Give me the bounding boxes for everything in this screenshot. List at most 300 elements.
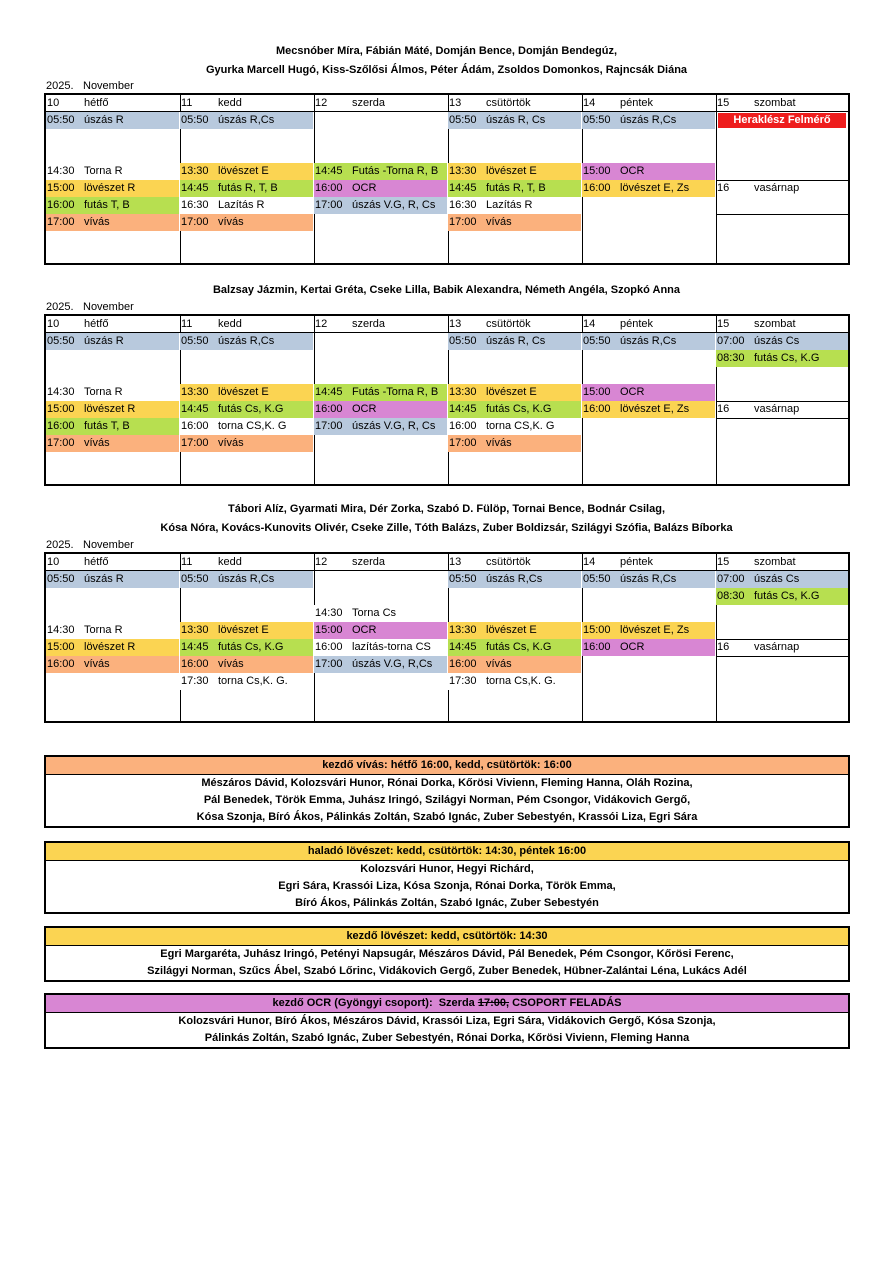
day-name: péntek — [620, 97, 654, 109]
schedule-entry — [46, 333, 179, 350]
entry-activity: futás Cs, K.G — [754, 590, 820, 602]
group1-names-line2: Gyurka Marcell Hugó, Kiss-Szőlősi Álmos, Péter Ádám, Zsoldos Domonkos, Rajncsák Diána — [205, 64, 688, 76]
group2-names-line1: Balzsay Jázmin, Kertai Gréta, Cseke Lilla, Babik Alexandra, Németh Angéla, Szopkó Anna — [212, 284, 681, 296]
day-number: 16 — [717, 641, 730, 653]
entry-time: 15:00 — [315, 624, 343, 636]
schedule-entry — [448, 384, 581, 401]
entry-time: 05:50 — [449, 573, 477, 585]
entry-time: 07:00 — [717, 335, 745, 347]
group1-schedule-table — [44, 93, 850, 265]
group2-year: 2025. — [46, 301, 74, 313]
schedule-entry — [46, 401, 179, 418]
schedule-entry — [314, 656, 447, 673]
schedule-entry — [716, 588, 848, 605]
schedule-entry — [180, 180, 313, 197]
day-number: 12 — [315, 556, 328, 568]
group2-year-month — [46, 300, 134, 314]
day-name: kedd — [218, 97, 242, 109]
entry-time: 14:30 — [315, 607, 343, 619]
day-number: 14 — [583, 318, 596, 330]
entry-activity: lövészet E — [486, 386, 537, 398]
entry-time: 16:00 — [47, 658, 75, 670]
box-halado-loveszet-title: haladó lövészet: kedd, csütörtök: 14:30, péntek 16:00 — [46, 843, 848, 861]
day-header — [314, 95, 448, 112]
schedule-entry — [180, 673, 313, 690]
entry-time: 17:00 — [449, 437, 477, 449]
schedule-entry — [448, 622, 581, 639]
entry-activity: úszás R — [84, 114, 124, 126]
entry-activity: úszás V.G, R,Cs — [352, 658, 433, 670]
group1-names — [0, 42, 893, 80]
schedule-entry — [180, 197, 313, 214]
entry-activity: lövészet E — [218, 386, 269, 398]
entry-activity: Torna R — [84, 624, 123, 636]
schedule-entry — [46, 622, 179, 639]
day-number: 14 — [583, 97, 596, 109]
schedule-entry — [46, 214, 179, 231]
day-header — [314, 316, 448, 333]
entry-time: 14:45 — [449, 641, 477, 653]
schedule-entry — [448, 639, 581, 656]
entry-activity: futás Cs, K.G — [486, 641, 552, 653]
entry-time: 16:00 — [583, 403, 611, 415]
entry-activity: vívás — [486, 658, 512, 670]
box-kezdo-ocr-title-strike: 17:00, — [477, 997, 510, 1009]
entry-time: 17:00 — [181, 437, 209, 449]
entry-time: 15:00 — [583, 386, 611, 398]
schedule-entry — [448, 197, 581, 214]
day-number: 10 — [47, 318, 60, 330]
box-kezdo-vivas-line1: Mészáros Dávid, Kolozsvári Hunor, Rónai Dorka, Kőrösi Vivienn, Fleming Hanna, Oláh Rozina, — [201, 777, 693, 789]
entry-activity: OCR — [620, 386, 645, 398]
entry-activity: úszás V.G, R, Cs — [352, 199, 436, 211]
schedule-entry — [46, 180, 179, 197]
entry-activity: futás R, T, B — [218, 182, 278, 194]
entry-activity: OCR — [352, 182, 377, 194]
day-number: 16 — [717, 182, 730, 194]
schedule-entry — [448, 673, 581, 690]
entry-activity: futás T, B — [84, 199, 130, 211]
sunday-header — [716, 639, 848, 656]
entry-time: 14:45 — [181, 182, 209, 194]
entry-activity: úszás R, Cs — [486, 335, 546, 347]
schedule-entry — [582, 163, 715, 180]
entry-time: 05:50 — [47, 573, 75, 585]
group2-schedule-table — [44, 314, 850, 486]
day-name: csütörtök — [486, 97, 531, 109]
group3-month: November — [83, 539, 134, 551]
entry-time: 05:50 — [583, 114, 611, 126]
entry-time: 17:00 — [449, 216, 477, 228]
entry-time: 15:00 — [583, 165, 611, 177]
group3-schedule-table — [44, 552, 850, 723]
entry-activity: úszás V.G, R, Cs — [352, 420, 436, 432]
group1-month: November — [83, 80, 134, 92]
entry-time: 14:45 — [181, 641, 209, 653]
entry-time: 16:30 — [181, 199, 209, 211]
entry-time: 05:50 — [449, 335, 477, 347]
box-kezdo-loveszet — [44, 926, 850, 982]
schedule-entry — [448, 163, 581, 180]
day-number: 14 — [583, 556, 596, 568]
day-header — [448, 316, 582, 333]
entry-activity: OCR — [620, 641, 645, 653]
box-kezdo-vivas-line2: Pál Benedek, Török Emma, Juhász Iringó, Szilágyi Norman, Pém Csongor, Vidákovich Gergő, — [203, 794, 691, 806]
day-number: 16 — [717, 403, 730, 415]
box-kezdo-vivas-title: kezdő vívás: hétfő 16:00, kedd, csütörtök: 16:00 — [46, 757, 848, 775]
schedule-entry — [582, 112, 715, 129]
schedule-entry — [180, 418, 313, 435]
box-halado-loveszet-line2: Egri Sára, Krassói Liza, Kósa Szonja, Rónai Dorka, Török Emma, — [278, 880, 616, 892]
sunday-header — [716, 180, 848, 197]
day-name: vasárnap — [754, 182, 800, 194]
box-halado-loveszet-line3: Bíró Ákos, Pálinkás Zoltán, Szabó Ignác, Zuber Sebestyén — [295, 897, 599, 909]
entry-time: 13:30 — [449, 386, 477, 398]
group3-names — [0, 500, 893, 538]
entry-time: 17:00 — [315, 420, 343, 432]
entry-time: 16:00 — [449, 420, 477, 432]
box-kezdo-loveszet-line2: Szilágyi Norman, Szűcs Ábel, Szabó Lőrinc, Vidákovich Gergő, Zuber Benedek, Hübner-Zalántai Léna, Lukács Adél — [147, 965, 747, 977]
schedule-entry — [448, 435, 581, 452]
entry-time: 17:00 — [181, 216, 209, 228]
entry-time: 14:45 — [315, 386, 343, 398]
group3-names-line2: Kósa Nóra, Kovács-Kunovits Olivér, Cseke Zille, Tóth Balázs, Zuber Boldizsár, Szilágyi Szófia, Balázs Bíborka — [160, 522, 733, 534]
schedule-entry — [716, 350, 848, 367]
entry-activity: vívás — [218, 658, 244, 670]
day-name: hétfő — [84, 318, 109, 330]
schedule-entry — [448, 112, 581, 129]
day-header — [46, 316, 180, 333]
entry-activity: úszás R, Cs — [486, 114, 546, 126]
day-header — [582, 95, 716, 112]
schedule-entry — [582, 180, 715, 197]
box-halado-loveszet-line1: Kolozsvári Hunor, Hegyi Richárd, — [360, 863, 534, 875]
entry-time: 15:00 — [583, 624, 611, 636]
group1-year-month — [46, 79, 134, 93]
entry-time: 16:00 — [181, 658, 209, 670]
schedule-entry — [582, 384, 715, 401]
schedule-entry — [448, 418, 581, 435]
entry-time: 16:00 — [47, 420, 75, 432]
entry-time: 14:30 — [47, 165, 75, 177]
entry-time: 08:30 — [717, 352, 745, 364]
schedule-entry — [314, 605, 447, 622]
schedule-entry — [46, 418, 179, 435]
entry-activity: úszás R — [84, 573, 124, 585]
schedule-entry — [448, 401, 581, 418]
schedule-entry — [180, 435, 313, 452]
entry-time: 14:45 — [449, 182, 477, 194]
sunday-divider — [716, 214, 848, 215]
day-name: vasárnap — [754, 641, 800, 653]
day-number: 15 — [717, 97, 730, 109]
entry-activity: úszás R,Cs — [218, 573, 275, 585]
schedule-entry — [180, 571, 313, 588]
schedule-entry — [180, 401, 313, 418]
entry-time: 14:45 — [181, 403, 209, 415]
schedule-entry — [716, 333, 848, 350]
entry-time: 15:00 — [47, 403, 75, 415]
day-number: 11 — [181, 318, 193, 330]
entry-time: 13:30 — [449, 624, 477, 636]
schedule-entry — [46, 112, 179, 129]
schedule-entry — [180, 214, 313, 231]
schedule-entry — [180, 163, 313, 180]
entry-activity: futás Cs, K.G — [754, 352, 820, 364]
entry-activity: futás Cs, K.G — [486, 403, 552, 415]
entry-time: 17:00 — [315, 199, 343, 211]
entry-time: 05:50 — [181, 573, 209, 585]
entry-activity: úszás Cs — [754, 335, 800, 347]
entry-time: 14:30 — [47, 386, 75, 398]
day-number: 13 — [449, 318, 462, 330]
entry-activity: lövészet E — [218, 165, 269, 177]
schedule-entry — [46, 639, 179, 656]
schedule-entry — [46, 163, 179, 180]
day-header — [314, 554, 448, 571]
day-number: 13 — [449, 97, 462, 109]
entry-time: 13:30 — [181, 165, 209, 177]
schedule-entry — [314, 384, 447, 401]
day-header — [716, 316, 848, 333]
entry-activity: lövészet E — [486, 165, 537, 177]
entry-time: 05:50 — [583, 335, 611, 347]
day-number: 15 — [717, 318, 730, 330]
entry-time: 14:45 — [449, 403, 477, 415]
entry-activity: úszás R,Cs — [218, 335, 275, 347]
entry-time: 15:00 — [47, 182, 75, 194]
entry-activity: vívás — [84, 437, 110, 449]
day-number: 12 — [315, 97, 328, 109]
entry-activity: Lazítás R — [486, 199, 533, 211]
schedule-entry — [314, 418, 447, 435]
schedule-entry — [314, 639, 447, 656]
day-header — [46, 95, 180, 112]
day-name: szerda — [352, 318, 386, 330]
day-header — [716, 554, 848, 571]
schedule-entry — [448, 333, 581, 350]
entry-activity: futás Cs, K.G — [218, 403, 284, 415]
entry-time: 16:00 — [315, 403, 343, 415]
day-name: hétfő — [84, 556, 109, 568]
entry-time: 13:30 — [181, 386, 209, 398]
entry-activity: lövészet R — [84, 403, 136, 415]
box-kezdo-loveszet-title: kezdő lövészet: kedd, csütörtök: 14:30 — [46, 928, 848, 946]
entry-activity: vívás — [84, 216, 110, 228]
entry-activity: Lazítás R — [218, 199, 265, 211]
schedule-entry — [582, 622, 715, 639]
entry-activity: úszás R,Cs — [620, 573, 677, 585]
day-name: hétfő — [84, 97, 109, 109]
schedule-entry — [46, 435, 179, 452]
day-number: 11 — [181, 556, 193, 568]
schedule-entry — [180, 622, 313, 639]
group3-year-month — [46, 538, 134, 552]
entry-time: 08:30 — [717, 590, 745, 602]
day-name: szombat — [754, 97, 796, 109]
entry-time: 05:50 — [449, 114, 477, 126]
entry-time: 14:30 — [47, 624, 75, 636]
entry-activity: úszás R,Cs — [620, 114, 677, 126]
entry-activity: torna CS,K. G — [218, 420, 287, 432]
entry-time: 05:50 — [47, 114, 75, 126]
schedule-entry — [314, 180, 447, 197]
entry-activity: lövészet E, Zs — [620, 403, 690, 415]
entry-activity: vívás — [486, 216, 512, 228]
box-kezdo-vivas-line3: Kósa Szonja, Bíró Ákos, Pálinkás Zoltán, Szabó Ignác, Zuber Sebestyén, Krassói Liza, Egri Sára — [196, 811, 698, 823]
schedule-entry — [46, 571, 179, 588]
group2-month: November — [83, 301, 134, 313]
group1-names-line1: Mecsnóber Míra, Fábián Máté, Domján Bence, Domján Bendegúz, — [275, 45, 618, 57]
entry-time: 16:00 — [583, 641, 611, 653]
entry-activity: Torna R — [84, 165, 123, 177]
day-header — [180, 316, 314, 333]
day-header — [448, 95, 582, 112]
entry-time: 15:00 — [47, 641, 75, 653]
day-name: szombat — [754, 556, 796, 568]
schedule-entry — [314, 197, 447, 214]
entry-activity: Torna Cs — [352, 607, 397, 619]
entry-time: 16:00 — [583, 182, 611, 194]
box-kezdo-ocr-title-suffix: CSOPORT FELADÁS — [509, 997, 622, 1009]
box-halado-loveszet — [44, 841, 850, 914]
day-number: 15 — [717, 556, 730, 568]
schedule-entry — [582, 333, 715, 350]
sunday-divider — [716, 418, 848, 419]
entry-activity: vívás — [486, 437, 512, 449]
box-kezdo-ocr-line2: Pálinkás Zoltán, Szabó Ignác, Zuber Sebestyén, Rónai Dorka, Kőrösi Vivienn, Fleming Hanna — [204, 1032, 690, 1044]
schedule-entry — [448, 656, 581, 673]
schedule-entry — [180, 333, 313, 350]
entry-activity: lövészet E — [486, 624, 537, 636]
heraklesz-highlight: Heraklész Felmérő — [718, 113, 846, 128]
day-name: kedd — [218, 556, 242, 568]
group2-names — [0, 281, 893, 300]
day-header — [180, 95, 314, 112]
entry-activity: lövészet R — [84, 182, 136, 194]
day-number: 12 — [315, 318, 328, 330]
day-header — [180, 554, 314, 571]
day-number: 10 — [47, 556, 60, 568]
day-header — [448, 554, 582, 571]
entry-time: 05:50 — [181, 335, 209, 347]
entry-time: 16:00 — [47, 199, 75, 211]
schedule-entry — [448, 180, 581, 197]
day-name: kedd — [218, 318, 242, 330]
entry-time: 05:50 — [47, 335, 75, 347]
entry-activity: úszás R,Cs — [620, 335, 677, 347]
entry-activity: torna Cs,K. G. — [218, 675, 288, 687]
day-name: péntek — [620, 556, 654, 568]
entry-time: 17:30 — [181, 675, 209, 687]
schedule-entry — [180, 639, 313, 656]
entry-activity: Torna R — [84, 386, 123, 398]
box-kezdo-ocr-title-prefix: kezdő OCR (Gyöngyi csoport): Szerda — [272, 997, 478, 1009]
entry-time: 05:50 — [583, 573, 611, 585]
entry-activity: lövészet R — [84, 641, 136, 653]
schedule-entry — [180, 384, 313, 401]
day-number: 13 — [449, 556, 462, 568]
schedule-entry — [582, 401, 715, 418]
entry-activity: úszás R — [84, 335, 124, 347]
group3-names-line1: Tábori Alíz, Gyarmati Mira, Dér Zorka, Szabó D. Fülöp, Tornai Bence, Bodnár Csilag, — [227, 503, 666, 515]
group1-year: 2025. — [46, 80, 74, 92]
entry-time: 17:00 — [315, 658, 343, 670]
entry-time: 17:00 — [47, 437, 75, 449]
entry-time: 17:00 — [47, 216, 75, 228]
entry-activity: Futás -Torna R, B — [352, 386, 439, 398]
schedule-entry — [46, 656, 179, 673]
day-name: szerda — [352, 97, 386, 109]
entry-time: 05:50 — [181, 114, 209, 126]
schedule-entry — [46, 384, 179, 401]
entry-activity: úszás R,Cs — [218, 114, 275, 126]
entry-time: 13:30 — [449, 165, 477, 177]
entry-activity: futás Cs, K.G — [218, 641, 284, 653]
entry-time: 16:30 — [449, 199, 477, 211]
entry-time: 13:30 — [181, 624, 209, 636]
entry-activity: vívás — [218, 216, 244, 228]
schedule-entry — [180, 112, 313, 129]
day-header — [582, 316, 716, 333]
entry-time: 16:00 — [181, 420, 209, 432]
sunday-header — [716, 401, 848, 418]
entry-activity: torna Cs,K. G. — [486, 675, 556, 687]
day-name: szerda — [352, 556, 386, 568]
entry-time: 07:00 — [717, 573, 745, 585]
entry-activity: lövészet E, Zs — [620, 624, 690, 636]
day-name: csütörtök — [486, 318, 531, 330]
entry-activity: OCR — [620, 165, 645, 177]
entry-activity: lövészet E — [218, 624, 269, 636]
box-kezdo-ocr-line1: Kolozsvári Hunor, Bíró Ákos, Mészáros Dávid, Krassói Liza, Egri Sára, Vidákovich Gergő, Kósa Szonja, — [178, 1015, 716, 1027]
day-name: szombat — [754, 318, 796, 330]
day-header — [46, 554, 180, 571]
entry-activity: vívás — [218, 437, 244, 449]
schedule-entry — [180, 656, 313, 673]
schedule-entry — [46, 197, 179, 214]
entry-time: 14:45 — [315, 165, 343, 177]
entry-activity: lazítás-torna CS — [352, 641, 431, 653]
entry-time: 16:00 — [315, 182, 343, 194]
entry-time: 17:30 — [449, 675, 477, 687]
entry-activity: OCR — [352, 624, 377, 636]
entry-activity: úszás Cs — [754, 573, 800, 585]
day-header — [582, 554, 716, 571]
schedule-entry — [582, 639, 715, 656]
entry-activity: vívás — [84, 658, 110, 670]
day-name: csütörtök — [486, 556, 531, 568]
entry-activity: torna CS,K. G — [486, 420, 555, 432]
day-number: 11 — [181, 97, 193, 109]
box-kezdo-vivas — [44, 755, 850, 828]
entry-activity: úszás R,Cs — [486, 573, 543, 585]
entry-activity: lövészet E, Zs — [620, 182, 690, 194]
schedule-entry — [448, 214, 581, 231]
entry-activity: Futás -Torna R, B — [352, 165, 439, 177]
schedule-entry — [314, 163, 447, 180]
schedule-entry — [448, 571, 581, 588]
day-number: 10 — [47, 97, 60, 109]
entry-activity: OCR — [352, 403, 377, 415]
entry-activity: futás R, T, B — [486, 182, 546, 194]
schedule-entry — [716, 571, 848, 588]
day-header — [716, 95, 848, 112]
sunday-divider — [716, 656, 848, 657]
schedule-entry — [314, 401, 447, 418]
entry-time: 16:00 — [449, 658, 477, 670]
box-kezdo-ocr-title — [46, 995, 848, 1013]
